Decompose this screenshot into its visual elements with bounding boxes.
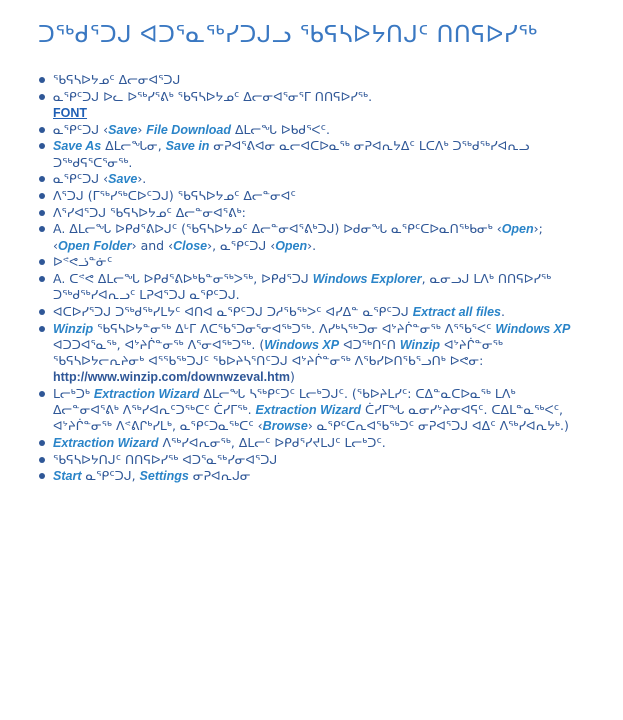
list-item-text: ᐃᒪᓕᖓᓂ, bbox=[101, 138, 166, 154]
list-item-text: ᐃᒪᓕᖓ ᐅᑲᑯᕐᐸᑦ. bbox=[231, 121, 330, 137]
list-item-text: ᐱᕐᑐᒍ (ᒥᖅᓯᖅᑕᐅᑦᑐᒍ) ᖃᕋᓴᐅᔭᓄᑦ ᐃᓕᓐᓂᐊᑦ bbox=[53, 187, 296, 203]
highlighted-term: Save As bbox=[53, 139, 102, 154]
list-item bbox=[53, 188, 573, 204]
list-item-text: ᓂᕈᐊᕐᕕᐊᓂ ᓇᓕᐊᑕᐅᓇᖅ ᓂᕈᐊᕆᔭᐃᑦ ᒪᑕᐱᒃ ᑐᖅᑯᖅᓯᐊᕆᓗ ᑐᖅᑯᕋᕐᑕᕐᓂᖅ. bbox=[53, 138, 530, 170]
list-item-text: ᓇᕿᑦᑐᒍ ᐅᓚ ᐅᖅᓯᕐᕕᒃ ᖃᕋᓴᐅᔭᓄᑦ ᐃᓕᓂᐊᕐᓂᕐᒥ ᑎᑎᕋᐅᓯᖅ. bbox=[53, 88, 373, 104]
list-item-text: ᐱᕐᓯᐊᕐᑐᒍ ᖃᕋᓴᐅᔭᓄᑦ ᐃᓕᓐᓂᐊᕐᕕᒃ: bbox=[53, 204, 246, 220]
list-item-text: ›; ‹ bbox=[53, 221, 543, 253]
highlighted-term: Open bbox=[275, 238, 308, 253]
highlighted-term: Open bbox=[501, 222, 534, 237]
list-item bbox=[53, 304, 573, 320]
highlighted-term: Winzip bbox=[53, 321, 94, 336]
highlighted-term: Settings bbox=[139, 469, 189, 484]
highlighted-term: Save in bbox=[165, 139, 210, 154]
list-item-text: ᑖᓯᒥᖓ ᓇᓂᓯᔾᔨᓂᐊᕋᑦ. ᑕᐃᒪᓐᓇᖅᐸᑦ, ᐊᔾᔨᒌᓐᓂᖅ ᐱᕝᕕᒋᒃᓯᒪᒃ, ᓇᕿᑦᑐᓇᖅᑕᑦ ‹ bbox=[53, 402, 564, 434]
highlighted-term: Open Folder bbox=[58, 238, 132, 253]
list-item-text: ᐊᑐᖅᑎᑦᑎ bbox=[339, 336, 400, 352]
list-item bbox=[53, 138, 573, 170]
list-item-text: ) bbox=[290, 369, 295, 385]
highlighted-term: Windows XP bbox=[495, 321, 571, 336]
highlighted-term: Winzip bbox=[399, 337, 440, 352]
list-item bbox=[53, 435, 573, 451]
page-title: ᑐᖅᑯᕐᑐᒍ ᐊᑐᕐᓇᖅᓯᑐᒍᓗ ᖃᕋᓴᐅᔭᑎᒍᑦ ᑎᑎᕋᐅᓯᖅ bbox=[38, 22, 538, 48]
list-item bbox=[53, 254, 573, 270]
list-item-text: ᖃᕋᓴᐅᔭᓄᑦ ᐃᓕᓂᐊᕐᑐᒍ bbox=[53, 72, 181, 87]
list-item-text: A. ᑕᕝᕙ ᐃᒪᓕᖓ ᐅᑭᑯᕐᕕᐅᒃᑲᓐᓂᖅᐳᖅ, ᐅᑭᑯᕐᑐᒍ bbox=[53, 270, 313, 286]
list-item bbox=[53, 122, 573, 138]
list-item-text: A. ᐃᒪᓕᖓ ᐅᑭᑯᕐᕕᐅᒍᑦ (ᖃᕋᓴᐅᔭᓄᑦ ᐃᓕᓐᓂᐊᕐᕕᒃᑐᒍ) ᐅᑯᓂᖓ ᓇᕿᑦᑕᐅᓇᑎᖅᑲᓂᒃ ‹ bbox=[53, 221, 502, 237]
list-item-text: ᐱᖅᓯᐊᕆᓂᖅ, ᐃᒪᓕᑦ ᐅᑭᑯᕐᓯᔪᒪᒍᑦ ᒪᓕᒃᑐᑦ. bbox=[158, 434, 386, 450]
list-item bbox=[53, 468, 573, 484]
list-item-text: ᐅᕝᕙᓘᓐᓃᑦ bbox=[53, 254, 113, 270]
list-item-text: ᐊᑐᑐᐊᕐᓇᖅ, ᐊᔾᔨᒌᓐᓂᖅ ᐱᕐᓂᐊᖅᑐᖅ. ( bbox=[53, 336, 265, 352]
list-item-text: › and ‹ bbox=[131, 237, 174, 253]
list-item bbox=[53, 386, 573, 435]
highlighted-term: Extract all files bbox=[412, 304, 501, 319]
list-item-text: ›, ᓇᕿᑦᑐᒍ ‹ bbox=[207, 237, 276, 253]
list-item-text: › bbox=[137, 121, 147, 137]
list-link[interactable]: FONT bbox=[53, 105, 88, 120]
highlighted-term: Browse bbox=[262, 419, 308, 434]
list-item-text: ᐃᒪᓕᖓ ᓴᖅᑭᑦᑐᑦ ᒪᓕᒃᑐᒍᑦ. (ᖃᐅᔨᒪᓯᑦ: ᑕᐃᓐᓇᑕᐅᓇᖅ ᒪᐱᒃ ᐃᓕᓐᓂᐊᕐᕕᒃ ᐱᖅᓯᐊᕆᑦᑐᖅᑕᑦ ᑖᓯᒥᖅ. bbox=[53, 385, 516, 418]
list-item-text: ᓇᕿᑦᑐᒍ ‹ bbox=[53, 121, 109, 137]
highlighted-term: File Download bbox=[146, 122, 232, 137]
list-item-text: ᓂᕈᐊᕆᒍᓂ bbox=[188, 468, 251, 484]
list-item-text: ›. bbox=[137, 171, 147, 187]
list-item bbox=[53, 271, 573, 303]
highlighted-term: Start bbox=[53, 469, 82, 484]
list-item-text: ᖃᕋᓴᐅᔭᑎᒍᑦ ᑎᑎᕋᐅᓯᖅ ᐊᑐᕐᓇᖅᓯᓂᐊᕐᑐᒍ bbox=[53, 451, 278, 467]
list-item bbox=[53, 452, 573, 468]
highlighted-term: Windows XP bbox=[264, 337, 340, 352]
highlighted-term: Save bbox=[108, 172, 138, 187]
list-item-text: ›. bbox=[307, 237, 317, 253]
highlighted-term: Save bbox=[108, 122, 138, 137]
list-item-text: ᒪᓕᒃᑐᒃ bbox=[53, 385, 94, 401]
list-item bbox=[53, 205, 573, 221]
list-item bbox=[53, 221, 573, 253]
highlighted-term: Windows Explorer bbox=[312, 271, 422, 286]
instruction-list bbox=[0, 72, 573, 485]
highlighted-term: Close bbox=[173, 238, 208, 253]
list-item-text: ᐊᔾᔨᒌᓐᓂᖅ ᖃᕋᓴᐅᔭᓕᕆᔨᓂᒃ ᐊᕐᖃᖅᑐᒍᑦ ᖃᐅᔨᓴᕐᑎᑦᑐᒍ ᐊᔾᔨᒌᓐᓂᖅ ᐱᖃᓯᐅᑎᖃᕐᓗᑎᒃ ᐅᕙᓂ: bbox=[53, 336, 503, 368]
list-item-text: , ᓇᓂᓗᒍ ᒪᐱᒃ ᑎᑎᕋᐅᓯᖅ ᑐᖅᑯᖅᓯᐊᕆᓗᑦ ᒪᕈᐊᕐᑐᒍ ᓇᕿᑦᑐᒍ. bbox=[53, 270, 552, 303]
list-item-text: › ᓇᕿᑦᑕᕆᐊᖃᖅᑐᑦ ᓂᕈᐊᕐᑐᒍ ᐊᐃᑦ ᐱᖅᓯᐊᕆᔭᒃ.) bbox=[307, 418, 569, 434]
highlighted-term: Extraction Wizard bbox=[53, 435, 159, 450]
list-item-text: ᓇᕿᑦᑐᒍ, bbox=[81, 468, 140, 484]
list-link[interactable]: http://www.winzip.com/downwzeval.htm bbox=[53, 370, 291, 385]
list-item-text: ᖃᕋᓴᐅᔭᓐᓂᖅ ᐃᒡᒥ ᐱᑕᖃᕐᑐᓂᕐᓂᐊᖅᑐᖅ. ᐱᓯᒃᓴᖅᑐᓂ ᐊᔾᔨᒌᓐᓂᖅ ᐱᕐᖃᕐᐸᑦ bbox=[93, 320, 496, 336]
list-item-text: ᐊᑕᐅᓯᕐᑐᒍ ᑐᖅᑯᖅᓯᒪᔭᑦ ᐊᑎᐊ ᓇᕿᑦᑐᒍ ᑐᓱᕐᑲᖅᐳᑦ ᐊᓯᐃᓐ ᓇᕿᑦᑐᒍ bbox=[53, 303, 413, 319]
list-item bbox=[53, 171, 573, 187]
list-item-text: . bbox=[501, 303, 505, 319]
list-item bbox=[53, 89, 573, 121]
highlighted-term: Extraction Wizard bbox=[93, 386, 200, 401]
list-item bbox=[53, 72, 573, 88]
highlighted-term: Extraction Wizard bbox=[255, 403, 362, 418]
list-item-text: ᓇᕿᑦᑐᒍ ‹ bbox=[53, 171, 109, 187]
list-item bbox=[53, 321, 573, 386]
